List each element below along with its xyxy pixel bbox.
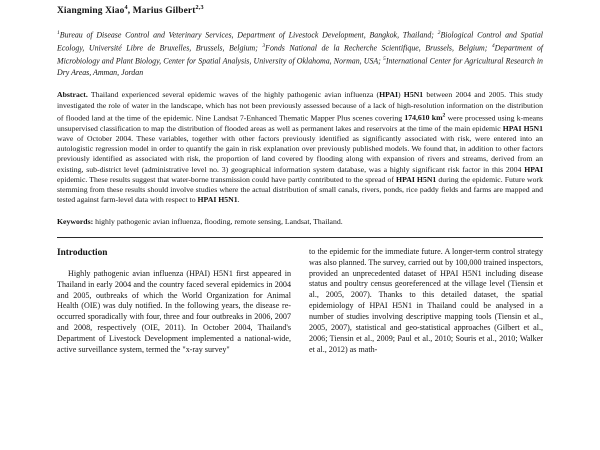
affiliation-marker-1: 1 <box>57 30 60 37</box>
right-column <box>309 247 543 407</box>
keywords-text: highly pathogenic avian influenza, flooding, remote sensing, Landsat, Thailand. <box>93 216 343 226</box>
affiliation-marker-4: 4 <box>491 43 495 50</box>
two-column-body <box>57 247 543 407</box>
affiliation-marker-5: 5 <box>383 56 386 63</box>
abstract-label: Abstract. <box>57 90 88 100</box>
section-divider <box>57 237 543 238</box>
keywords-block <box>57 217 543 227</box>
author-affiliation-marker: 2,3 <box>195 4 204 11</box>
affiliation-marker-2: 2 <box>437 30 441 37</box>
author-list: Xiangming Xiao$^4$, Marius Gilbert$^{2,3}$ <box>57 4 204 17</box>
left-column <box>57 247 291 407</box>
abstract-block: Abstract. Thailand experienced several epidemic waves of the highly pathogenic avian influenza (HPAI) H5N1 between 2004 and 2005. This study investigated the role of water in the landscape, which has not been previously assessed because of a lack of high-resolution information on the distribution of flooded land at the time of the epidemic. Nine Landsat 7-Enhanced Thematic Mapper Plus scenes covering 174,610 $km^2$ were processed using k-means unsupervised classification to map the distribution of flooded areas as well as permanent lakes and reservoirs at the time of the main epidemic HPAI H5N1 wave of October 2004. These variables, together with other factors previously identified as significantly associated with risk, were entered into an autologistic regression model in order to quantify the gain in risk explanation over previously published models. We found that, in addition to other factors previously identified as associated with risk, the proportion of land covered by flooding along with expansion of rivers and streams, derived from an existing, sub-district level (administrative level no. 3) geographical information system database, was a highly significant risk factor in this 2004 HPAI epidemic. These results suggest that water-borne transmission could have partly contributed to the spread of HPAI H5N1 during the epidemic. Future work stemming from these results should involve studies where the actual distribution of small canals, rivers, ponds, rice paddy fields and farms are mapped and tested against farm-level data with respect to HPAI H5N1. <box>57 90 543 205</box>
keywords-label: Keywords: <box>57 216 94 226</box>
page-bottom-cutoff <box>0 443 600 450</box>
affiliation-block: $^1$Bureau of Disease Control and Veterinary Services, Department of Livestock Development, Bangkok, Thailand; $^2$Biological Control and Spatial Ecology, Université Libre de Bruxelles, Brussels, Belgium; $^3$Fonds National de la Recherche Scientifique, Brussels, Belgium; $^4$Department of Microbiology and Plant Biology, Center for Spatial Analysis, University of Oklahoma, Norman, USA; $^5$International Center for Agricultural Research in Dry Areas, Amman, Jordan <box>57 30 544 78</box>
section-heading-introduction: Introduction <box>57 247 108 258</box>
affiliation-marker-3: 3 <box>262 43 266 50</box>
author-affiliation-marker: 4 <box>124 4 128 11</box>
intro-left-paragraph: Highly pathogenic avian influenza (HPAI) H5N1 first appeared in Thailand in early 2004 and the country faced several epidemics in 2004 and 2005, outbreaks of which the World Organization for Animal Health (OIE) was duly notified. In the following years, the disease re-occurred sporadically with four, three and four outbreaks in 2006, 2007 and 2008, respectively (OIE, 2011). In October 2004, Thailand's Department of Livestock Development implemented a national-wide, active surveillance system, termed the "x-ray survey" <box>57 268 291 354</box>
intro-right-paragraph: to the epidemic for the immediate future. A longer-term control strategy was also planned. The survey, carried out by 100,000 trained inspectors, provided an unprecedented dataset of HPAI H5N1 including disease status and poultry census georeferenced at the village level (Tiensin et al., 2005, 2007). Thanks to this detailed dataset, the spatial epidemiology of HPAI H5N1 in Thailand could be analysed in a number of studies involving descriptive mapping tools (Tiensin et al., 2005, 2007), statistical and geo-statistical approaches (Gilbert et al., 2006; Tiensin et al., 2009; Paul et al., 2010; Souris et al., 2010; Walker et al., 2012) as math- <box>309 246 543 354</box>
